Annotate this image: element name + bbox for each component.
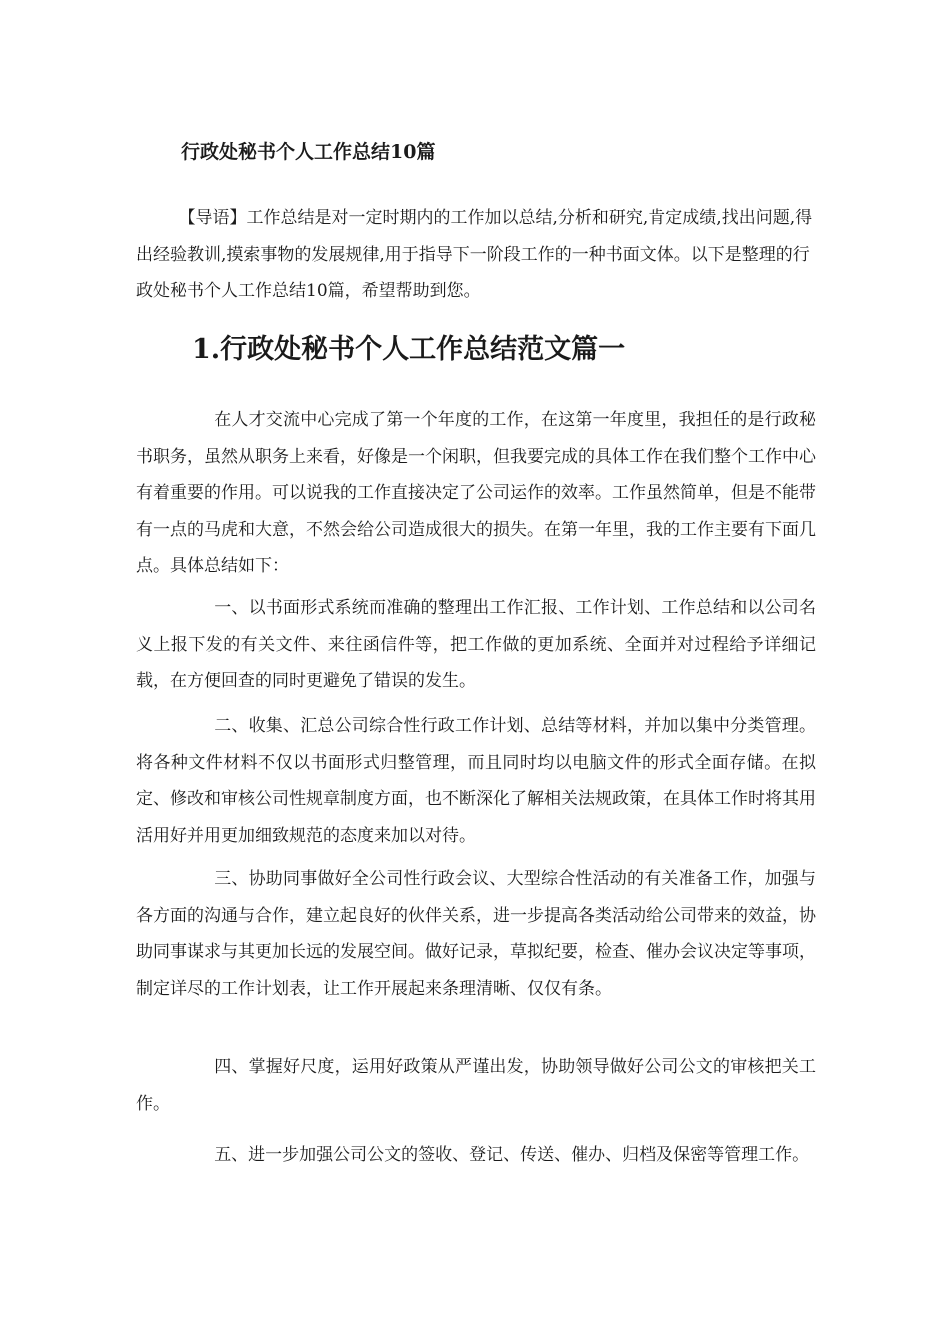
body-paragraph-1: 在人才交流中心完成了第一个年度的工作，在这第一年度里，我担任的是行政秘书职务，虽然从职务上来看，好像是一个闲职，但我要完成的具体工作在我们整个工作中心有着重要的作用。可以说我的工作直接决定了公司运作的效率。工作虽然简单，但是不能带有一点的马虎和大意，不然会给公司造成很大的损失。在第一年里，我的工作主要有下面几点。具体总结如下： — [136, 410, 816, 577]
body-paragraph-4: 三、协助同事做好全公司性行政会议、大型综合性活动的有关准备工作，加强与各方面的沟通与合作，建立起良好的伙伴关系，进一步提高各类活动给公司带来的效益，协助同事谋求与其更加长远的发展空间。做好记录，草拟纪要，检查、催办会议决定等事项，制定详尽的工作计划表，让工作开展起来条理清晰、仅仅有条。 — [136, 869, 816, 999]
body-paragraph-6: 五、进一步加强公司公文的签收、登记、传送、催办、归档及保密等管理工作。 — [214, 1145, 810, 1165]
document-title: 行政处秘书个人工作总结10篇 — [181, 141, 436, 163]
section-heading: 1.行政处秘书个人工作总结范文篇一 — [192, 334, 626, 365]
body-paragraph-2: 一、以书面形式系统而准确的整理出工作汇报、工作计划、工作总结和以公司名义上报下发的有关文件、来往函信件等，把工作做的更加系统、全面并对过程给予详细记载，在方便回查的同时更避免了错误的发生。 — [136, 598, 816, 692]
body-paragraph-3: 二、收集、汇总公司综合性行政工作计划、总结等材料，并加以集中分类管理。将各种文件材料不仅以书面形式归整管理，而且同时均以电脑文件的形式全面存储。在拟定、修改和审核公司性规章制度方面，也不断深化了解相关法规政策，在具体工作时将其用活用好并用更加细致规范的态度来加以对待。 — [136, 716, 816, 846]
intro-paragraph: 【导语】工作总结是对一定时期内的工作加以总结,分析和研究,肯定成绩,找出问题,得出经验教训,摸索事物的发展规律,用于指导下一阶段工作的一种书面文体。以下是整理的行政处秘书个人工作总结10篇，希望帮助到您。 — [136, 208, 813, 301]
body-paragraph-5: 四、掌握好尺度，运用好政策从严谨出发，协助领导做好公司公文的审核把关工作。 — [136, 1057, 816, 1114]
